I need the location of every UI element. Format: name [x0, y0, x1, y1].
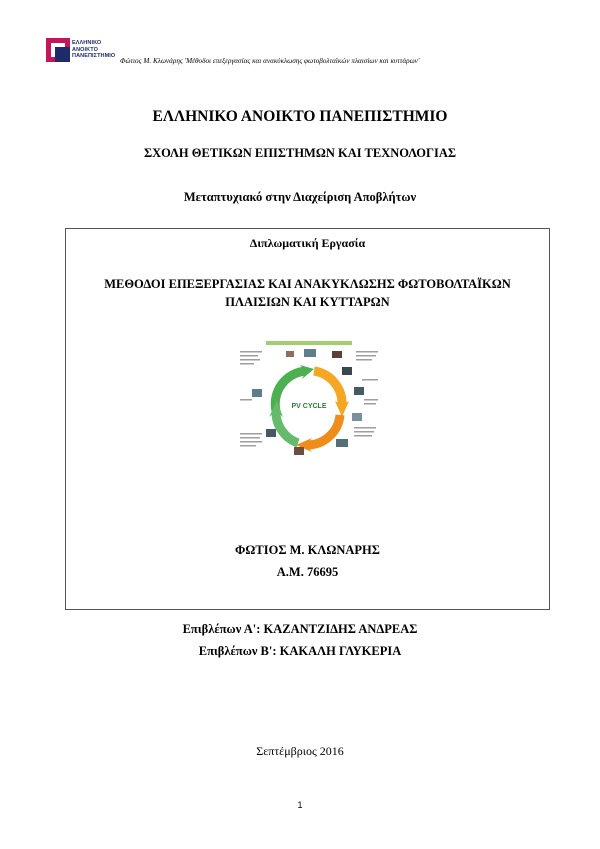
thesis-title-line-1: ΜΕΘΟΔΟΙ ΕΠΕΞΕΡΓΑΣΙΑΣ ΚΑΙ ΑΝΑΚΥΚΛΩΣΗΣ ΦΩΤΟΒΟΛΤΑΪΚΩΝ	[104, 277, 511, 291]
photo-thumbnail	[304, 349, 316, 357]
pv-cycle-diagram	[236, 339, 382, 463]
photo-thumbnail	[294, 447, 304, 455]
photo-thumbnail	[342, 367, 352, 375]
second-supervisor: Επιβλέπων Β': ΚΑΚΑΛΗ ΓΛΥΚΕΡΙΑ	[198, 644, 402, 658]
photo-thumbnail	[266, 429, 276, 437]
student-id: Α.Μ. 76695	[276, 565, 339, 579]
diagram-caption-bar	[266, 341, 352, 345]
running-head: Φώτιος Μ. Κλωνάρης 'Μέθοδοι επεξεργασίας και ανακύκλωσης φωτοβολταϊκών πλαισίων και κυττάρων'	[120, 57, 420, 65]
page-number: 1	[297, 800, 303, 810]
thesis-type: Διπλωματική Εργασία	[249, 236, 366, 250]
first-supervisor: Επιβλέπων Α': ΚΑΖΑΝΤΖΙΔΗΣ ΑΝΔΡΕΑΣ	[182, 622, 418, 636]
photo-thumbnail	[286, 351, 294, 357]
university-name: ΕΛΛΗΝΙΚΟ ΑΝΟΙΚΤΟ ΠΑΝΕΠΙΣΤΗΜΙΟ	[152, 108, 448, 125]
photo-thumbnail	[352, 413, 362, 421]
photo-thumbnail	[332, 351, 342, 358]
photo-thumbnail	[252, 389, 262, 397]
submission-date: Σεπτέμβριος 2016	[256, 744, 344, 758]
photo-thumbnail	[336, 439, 348, 447]
thesis-title-line-2: ΠΛΑΙΣΙΩΝ ΚΑΙ ΚΥΤΤΑΡΩΝ	[225, 295, 390, 309]
thesis-box	[65, 228, 550, 610]
page-header	[46, 38, 566, 70]
school-name: ΣΧΟΛΗ ΘΕΤΙΚΩΝ ΕΠΙΣΤΗΜΩΝ ΚΑΙ ΤΕΧΝΟΛΟΓΙΑΣ	[143, 146, 457, 160]
logo-mark-icon	[46, 38, 70, 62]
photo-thumbnail	[354, 387, 364, 395]
pv-cycle-label: PV CYCLE	[291, 403, 327, 410]
logo-text: ΕΛΛΗΝΙΚΟ ΑΝΟΙΚΤΟ ΠΑΝΕΠΙΣΤΗΜΙΟ	[72, 40, 116, 59]
program-name: Μεταπτυχιακό στην Διαχείριση Αποβλήτων	[183, 190, 417, 204]
author-name: ΦΩΤΙΟΣ Μ. ΚΛΩΝΑΡΗΣ	[235, 543, 380, 557]
